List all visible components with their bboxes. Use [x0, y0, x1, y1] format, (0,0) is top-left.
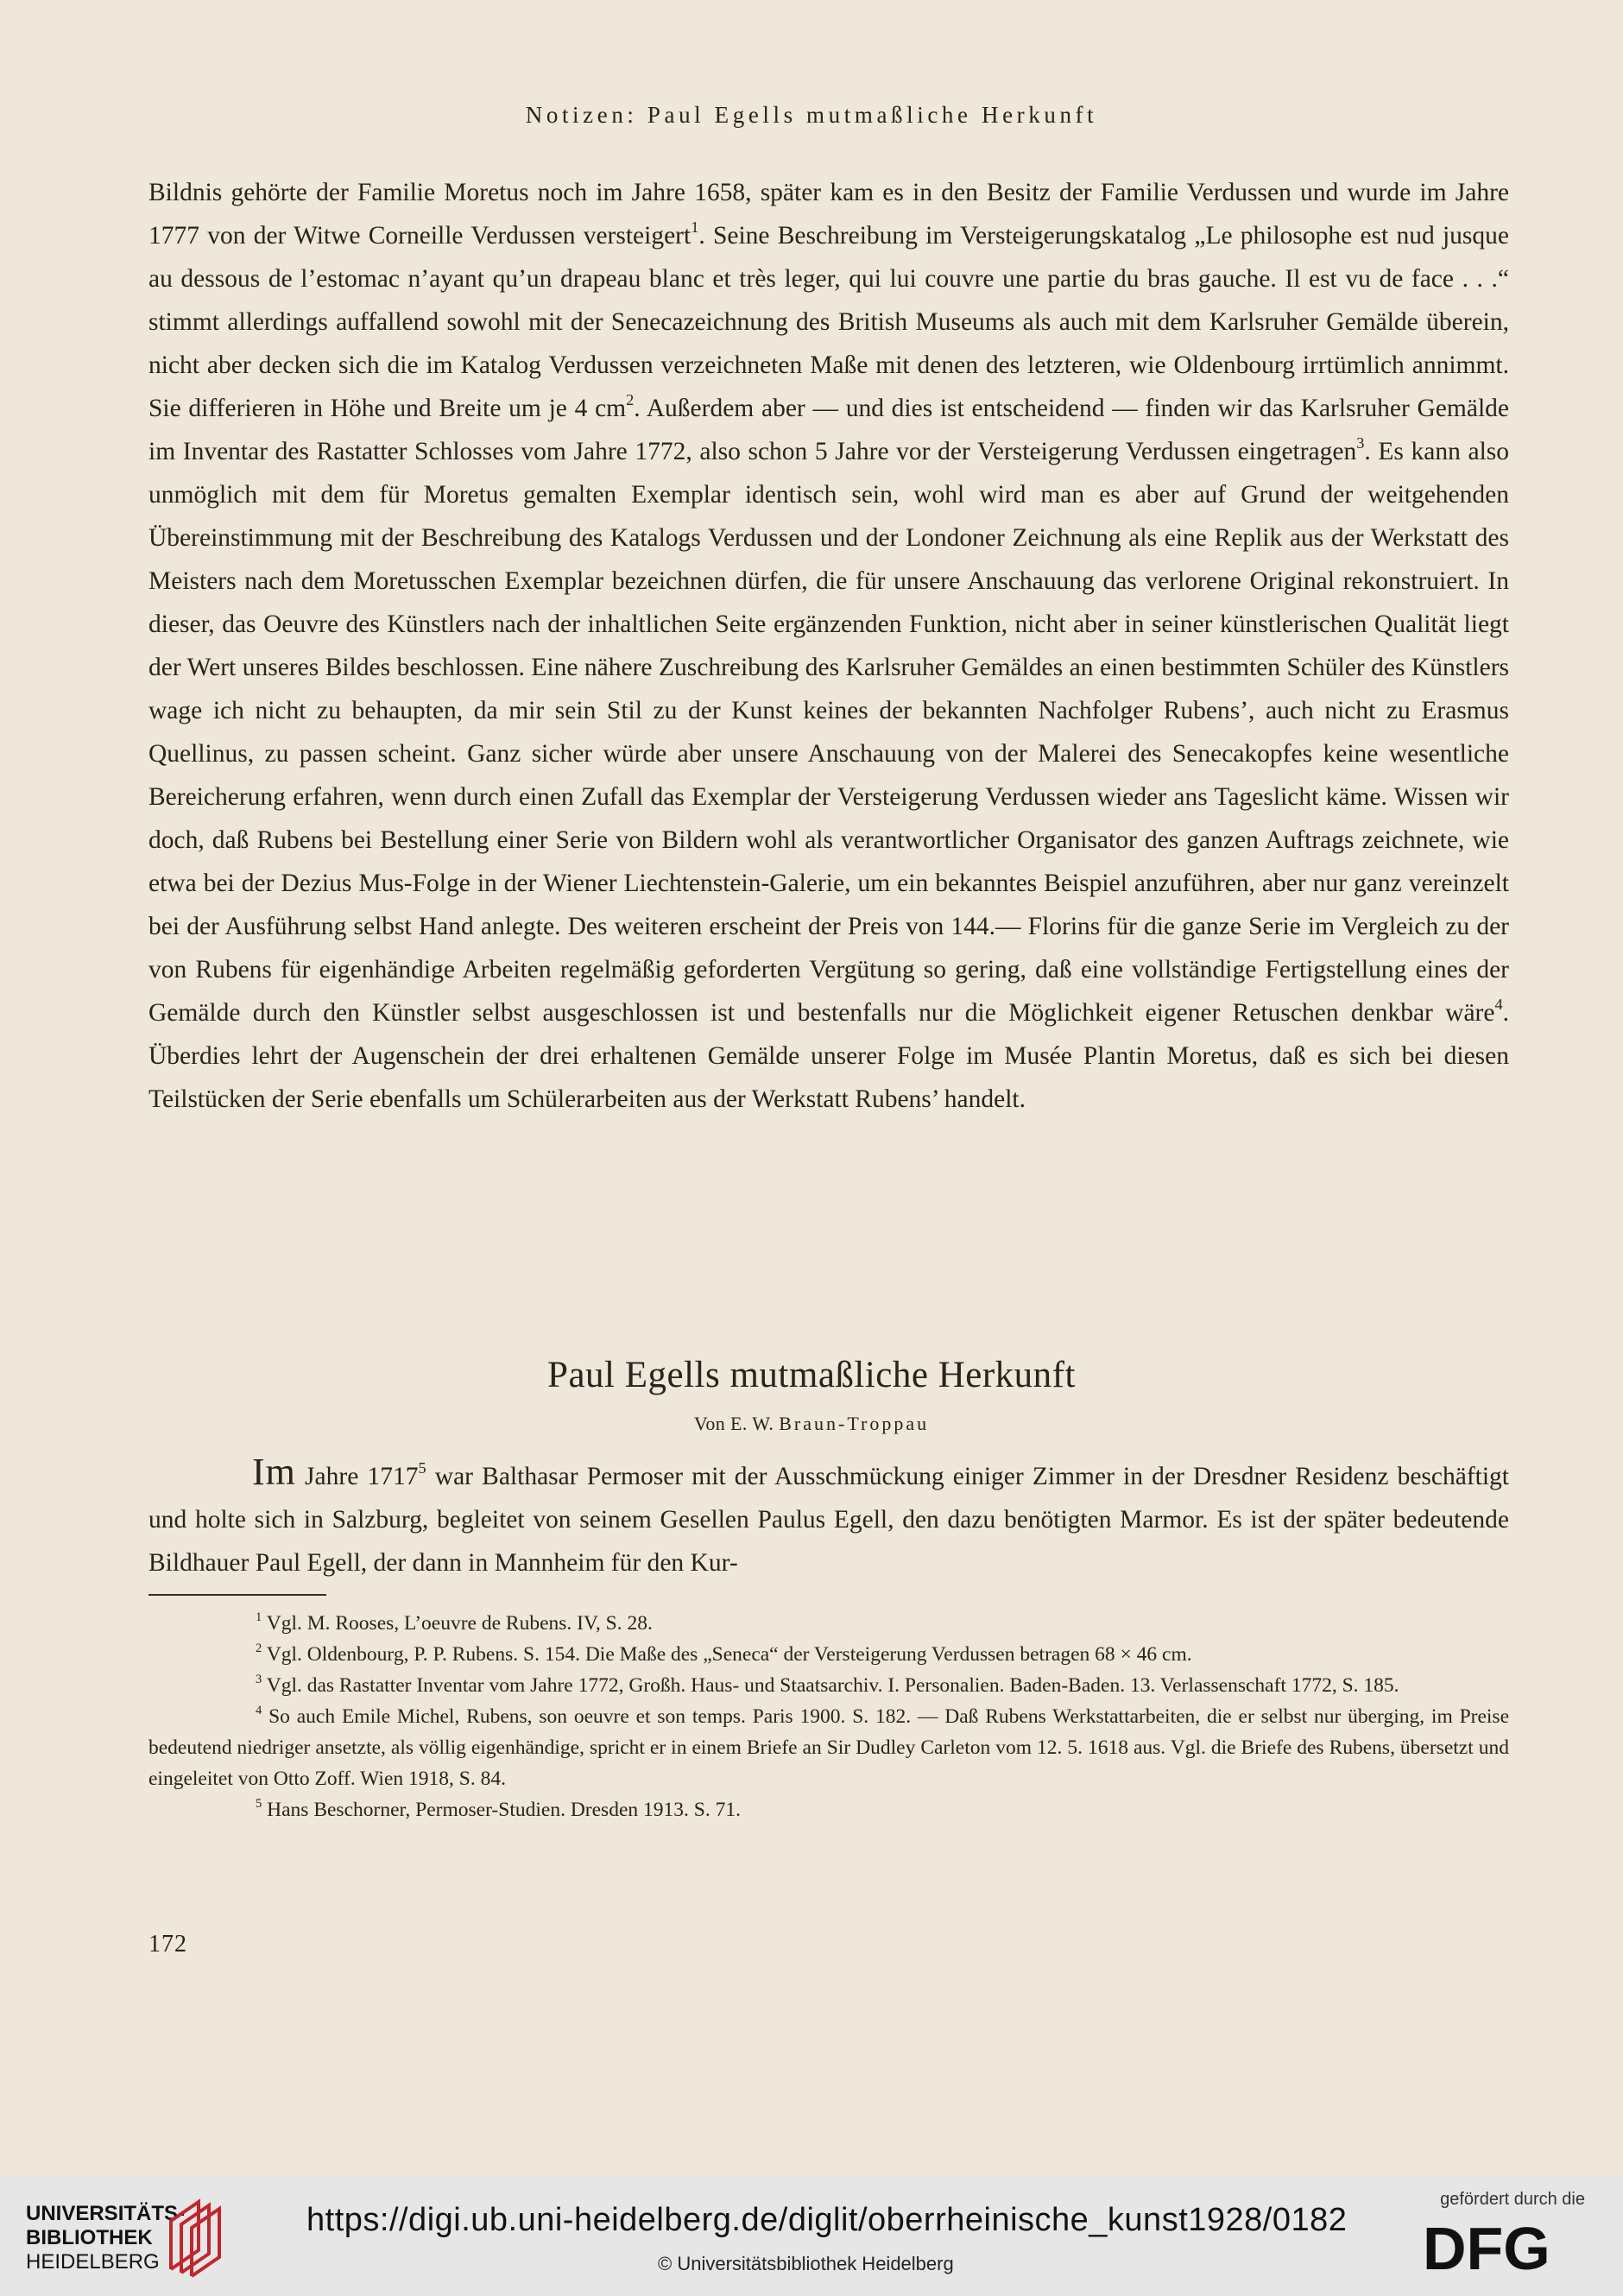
dfg-logo-text: DFG — [1423, 2217, 1550, 2278]
footnote-divider — [148, 1594, 326, 1596]
footnote-2 — [148, 1639, 1509, 1670]
text-run: . Außerdem aber — und dies ist entscheidend — finden wir das Karlsruher Gemälde im Inventar des Rastatter Schlosses vom Jahre 1772, also schon 5 Jahre vor der Versteigerung Verdussen eingetragen — [148, 395, 1509, 465]
article-paragraph — [148, 1451, 1509, 1584]
footnote-text: Vgl. Oldenbourg, P. P. Rubens. S. 154. Die Maße des „Seneca“ der Versteigerung Verdussen betragen 68 × 46 cm. — [266, 1643, 1192, 1666]
footnote-number: 5 — [256, 1796, 262, 1811]
article-title: Paul Egells mutmaßliche Herkunft — [547, 1355, 1076, 1395]
footnote-ref-4[interactable]: 4 — [1494, 996, 1503, 1014]
library-name-line: BIBLIOTHEK — [26, 2226, 153, 2249]
main-body-text — [148, 171, 1509, 1121]
footnote-ref-1[interactable]: 1 — [691, 218, 699, 237]
footnote-4 — [148, 1701, 1509, 1794]
byline-prefix: Von E. W. — [693, 1413, 780, 1434]
library-logo-icon[interactable] — [162, 2195, 224, 2282]
funding-note: gefördert durch die — [1440, 2190, 1585, 2209]
library-name-line: UNIVERSITÄTS- — [26, 2202, 186, 2225]
footnote-5 — [148, 1794, 1509, 1825]
footnote-text: Vgl. das Rastatter Inventar vom Jahre 1772, Großh. Haus- und Staatsarchiv. I. Personalien. Baden-Baden. 13. Verlassenschaft 1772, S. 185. — [266, 1674, 1399, 1697]
footnote-ref-2[interactable]: 2 — [626, 391, 635, 409]
text-run: . Es kann also unmöglich mit dem für Moretus gemalten Exemplar identisch sein, wohl wird man es aber auf Grund der weitgehenden Übereinstimmung mit der Beschreibung des Katalogs Verdussen und der Londoner Zeichnung als eine Replik aus der Werkstatt des Meisters nach dem Moretusschen Exemplar bezeichnen dürfen, die für unsere Anschauung das verlorene Original rekonstruiert. In dieser, das Oeuvre des Künstlers nach der inhaltlichen Seite ergänzenden Funktion, nicht aber in seiner künstlerischen Qualität liegt der Wert unseres Bildes beschlossen. Eine nähere Zuschreibung des Karlsruher Gemäldes an einen bestimmten Schüler des Künstlers wage ich nicht zu behaupten, da mir sein Stil zu der Kunst keines der bekannten Nachfolger Rubens’, auch nicht zu Erasmus Quellinus, zu passen scheint. Ganz sicher würde aber unsere Anschauung von der Malerei des Senecakopfes keine wesentliche Bereicherung erfahren, wenn durch einen Zufall das Exemplar der Versteigerung Verdussen wieder ans Tageslicht käme. Wissen wir doch, daß Rubens bei Bestellung einer Serie von Bildern wohl als verantwortlicher Organisator des ganzen Auftrags zeichnete, wie etwa bei der Dezius Mus-Folge in der Wiener Liechtenstein-Galerie, um ein bekanntes Beispiel anzuführen, aber nur ganz vereinzelt bei der Ausführung selbst Hand anlegte. Des weiteren erscheint der Preis von 144.— Florins für die ganze Serie im Vergleich zu der von Rubens für eigenhändige Arbeiten regelmäßig geforderten Vergütung so gering, daß eine vollständige Fertigstellung eines der Gemälde durch den Künstler selbst ausgeschlossen ist und bestenfalls nur die Möglichkeit eigener Retuschen denkbar wäre — [148, 438, 1509, 1027]
copyright-notice: © Universitätsbibliothek Heidelberg — [658, 2253, 954, 2274]
article-body — [148, 1451, 1509, 1584]
text-run: Jahre 1717 — [295, 1463, 419, 1490]
footnote-number: 3 — [256, 1672, 262, 1686]
byline-author: Braun-Troppau — [779, 1413, 930, 1434]
byline — [0, 1413, 1623, 1435]
initial-word: Im — [252, 1451, 296, 1493]
dfg-logo-icon[interactable] — [1423, 2217, 1587, 2282]
text-run: Bildnis gehörte der Familie Moretus noch im Jahre 1658, später kam es in den Besitz der Familie Verdussen und wurde im Jahre 1777 von der Witwe Corneille Verdussen versteigert — [148, 179, 1509, 250]
footnote-number: 1 — [256, 1610, 262, 1624]
footnotes — [148, 1608, 1509, 1825]
running-head: Notizen: Paul Egells mutmaßliche Herkunft — [525, 102, 1098, 128]
text-run: war Balthasar Permoser mit der Ausschmückung einiger Zimmer in der Dresdner Residenz beschäftigt und holte sich in Salzburg, begleitet von seinem Gesellen Paulus Egell, den dazu benötigten Marmor. Es ist der später bedeutende Bildhauer Paul Egell, der dann in Mannheim für den Kur- — [148, 1463, 1509, 1577]
footnote-text: Hans Beschorner, Permoser-Studien. Dresden 1913. S. 71. — [267, 1799, 741, 1821]
footnote-text: So auch Emile Michel, Rubens, son oeuvre et son temps. Paris 1900. S. 182. — Daß Rubens Werkstattarbeiten, die er selbst nur überging, im Preise bedeutend niedriger ansetzte, als völlig eigenhändige, spricht er in einem Briefe an Sir Dudley Carleton vom 12. 5. 1618 aus. Vgl. die Briefe des Rubens, übersetzt und eingeleitet von Otto Zoff. Wien 1918, S. 84. — [148, 1705, 1509, 1790]
footnote-number: 4 — [256, 1703, 262, 1717]
footnote-3 — [148, 1670, 1509, 1701]
permalink-url[interactable]: https://digi.ub.uni-heidelberg.de/diglit/oberrheinische_kunst1928/0182 — [306, 2202, 1348, 2238]
footnote-ref-5[interactable]: 5 — [418, 1459, 426, 1477]
footnote-text: Vgl. M. Rooses, L’oeuvre de Rubens. IV, S. 28. — [266, 1612, 653, 1635]
body-paragraph — [148, 171, 1509, 1121]
footnote-ref-3[interactable]: 3 — [1356, 434, 1365, 452]
text-run: . Überdies lehrt der Augenschein der drei erhaltenen Gemälde unserer Folge im Musée Plantin Moretus, daß es sich bei diesen Teilstücken der Serie ebenfalls um Schülerarbeiten aus der Werkstatt Rubens’ handelt. — [148, 999, 1509, 1113]
page-number: 172 — [148, 1931, 187, 1958]
library-name-line: HEIDELBERG — [26, 2250, 160, 2274]
viewer-footer — [0, 2176, 1623, 2296]
text-run: . Seine Beschreibung im Versteigerungskatalog „Le philosophe est nud jusque au dessous de l’estomac n’ayant qu’un drapeau blanc et très leger, qui lui couvre une partie du bras gauche. Il est vu de face . . .“ stimmt allerdings auffallend sowohl mit der Senecazeichnung des British Museums als auch mit dem Karlsruher Gemälde überein, nicht aber decken sich die im Katalog Verdussen verzeichneten Maße mit denen des letzteren, wie Oldenbourg irrtümlich annimmt. Sie differieren in Höhe und Breite um je 4 cm — [148, 222, 1509, 422]
footnote-number: 2 — [256, 1641, 262, 1655]
footnote-1 — [148, 1608, 1509, 1639]
library-name[interactable] — [26, 2202, 185, 2274]
